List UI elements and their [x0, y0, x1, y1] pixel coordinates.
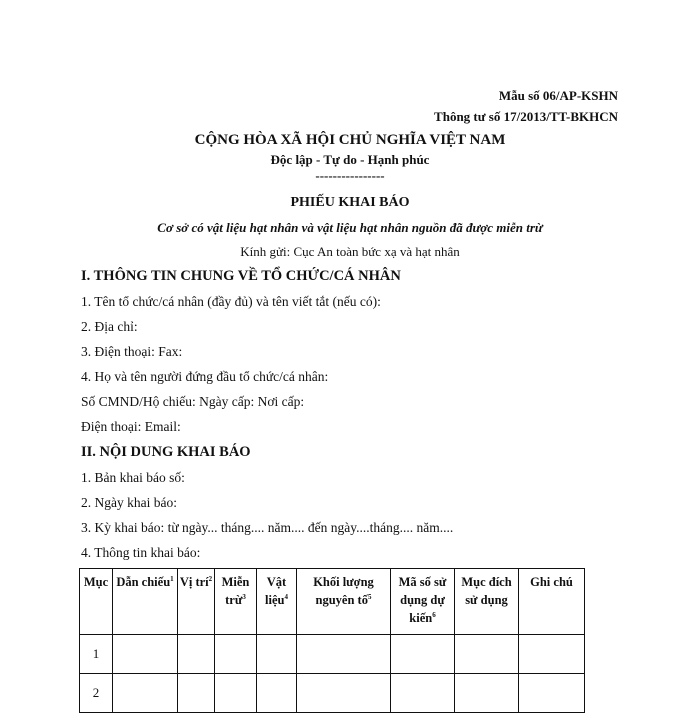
table-cell — [297, 674, 391, 713]
section-2-heading: II. NỘI DUNG KHAI BÁO — [81, 444, 251, 460]
field-declaration-number: 1. Bản khai báo số: — [81, 470, 185, 485]
table-row — [80, 674, 585, 713]
table-cell — [455, 674, 519, 713]
field-id-card: Số CMND/Hộ chiếu: Ngày cấp: Nơi cấp: — [81, 394, 305, 409]
field-declaration-info: 4. Thông tin khai báo: — [81, 545, 201, 560]
national-title: CỘNG HÒA XÃ HỘI CHỦ NGHĨA VIỆT NAM — [194, 132, 506, 148]
table-header-row — [80, 569, 585, 635]
col-header-reference: Dẫn chiếu$^1$ — [113, 569, 178, 635]
col-header-material: Vật liệu$^4$ — [257, 569, 297, 635]
field-declaration-period: 3. Kỳ khai báo: từ ngày... tháng.... năm.... đến ngày....tháng.... năm.... — [81, 520, 454, 535]
table-cell — [178, 635, 215, 674]
section-1-heading: I. THÔNG TIN CHUNG VỀ TỔ CHỨC/CÁ NHÂN — [81, 268, 401, 284]
row-number: 2 — [80, 674, 113, 713]
table-cell — [113, 635, 178, 674]
form-number: Mẫu số 06/AP-KSHN — [498, 88, 618, 103]
form-title: PHIẾU KHAI BÁO — [290, 195, 410, 210]
declaration-table — [79, 568, 585, 713]
field-declaration-date: 2. Ngày khai báo: — [81, 495, 177, 510]
form-subtitle: Cơ sở có vật liệu hạt nhân và vật liệu hạt nhân nguồn đã được miễn trừ — [157, 220, 543, 235]
table-cell — [391, 674, 455, 713]
circular-reference: Thông tư số 17/2013/TT-BKHCN — [434, 109, 618, 124]
field-org-name: 1. Tên tổ chức/cá nhân (đầy đủ) và tên viết tắt (nếu có): — [81, 294, 381, 309]
row-number: 1 — [80, 635, 113, 674]
col-header-element-mass: Khối lượng nguyên tố$^5$ — [297, 569, 391, 635]
col-header-notes: Ghi chú — [519, 569, 585, 635]
field-head-name: 4. Họ và tên người đứng đầu tổ chức/cá nhân: — [81, 369, 329, 384]
col-header-item: Mục — [80, 569, 113, 635]
table-cell — [455, 635, 519, 674]
table-cell — [215, 635, 257, 674]
table-row — [80, 635, 585, 674]
motto-divider: ---------------- — [315, 168, 385, 183]
table-cell — [113, 674, 178, 713]
field-phone-email: Điện thoại: Email: — [81, 419, 181, 434]
col-header-usage-code: Mã số sử dụng dự kiến$^6$ — [391, 569, 455, 635]
table-cell — [297, 635, 391, 674]
table-cell — [257, 674, 297, 713]
table-cell — [391, 635, 455, 674]
table-cell — [257, 635, 297, 674]
field-address: 2. Địa chỉ: — [81, 319, 138, 334]
table-cell — [178, 674, 215, 713]
col-header-exemption: Miễn trừ$^3$ — [215, 569, 257, 635]
recipient-line: Kính gửi: Cục An toàn bức xạ và hạt nhân — [240, 244, 460, 259]
table-cell — [215, 674, 257, 713]
national-motto: Độc lập - Tự do - Hạnh phúc — [270, 152, 430, 167]
field-phone-fax: 3. Điện thoại: Fax: — [81, 344, 183, 359]
table-cell — [519, 674, 585, 713]
table-cell — [519, 635, 585, 674]
col-header-location: Vị trí$^2$ — [178, 569, 215, 635]
col-header-purpose: Mục đích sử dụng — [455, 569, 519, 635]
